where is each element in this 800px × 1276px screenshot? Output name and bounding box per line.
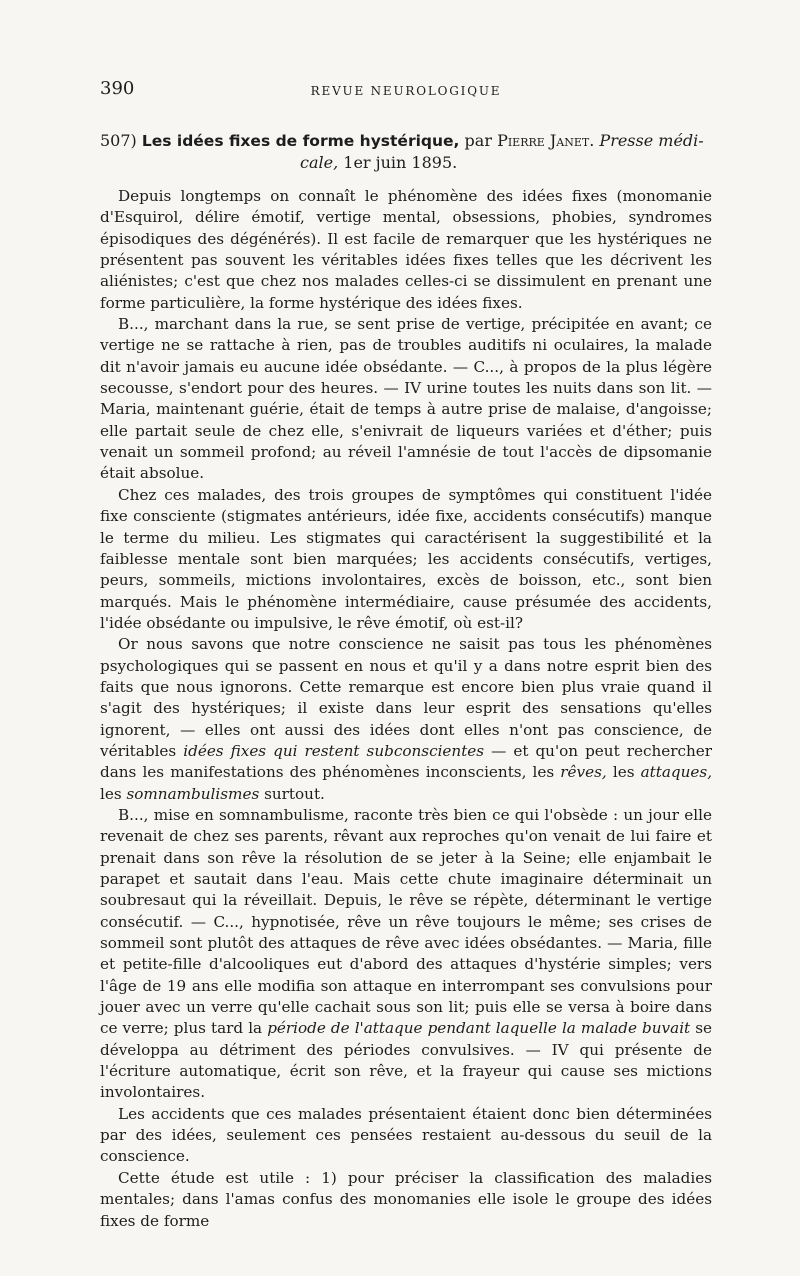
entry-by: par	[464, 131, 492, 150]
journal-title: REVUE NEUROLOGIQUE	[310, 84, 502, 98]
entry-date: 1er juin 1895.	[343, 153, 458, 172]
running-head	[100, 78, 712, 106]
entry-author: Pierre Janet.	[497, 131, 595, 150]
journal-page	[100, 78, 712, 1232]
p5-italic: période de l'attaque pendant laquelle la malade buvait	[267, 1019, 691, 1038]
p4-text-a: Or nous savons que notre conscience ne saisit pas tous les phénomènes psychologiques qui se passent en nous et qu'il y a dans notre esprit bien des faits que nous ignorons. Cette remarque est encore bien plus vraie quand il s'agit des hystériques; il existe dans leur esprit des sensations qu'elles ignorent, — elles ont aussi des idées dont elles n'ont pas conscience, de véritables	[100, 635, 712, 760]
p4-text-c: les	[612, 763, 635, 782]
p4-text-b: — et qu'on peut rechercher dans les manifestations des phénomènes inconscients, les	[100, 741, 713, 782]
p4-italic-4: somnambulismes	[126, 784, 260, 803]
p5-text-b: se développa au détriment des périodes convulsives. — IV qui présente de l'écriture automatique, écrit son rêve, et la frayeur qui cause ses mictions involontaires.	[100, 1019, 713, 1102]
entry-number: 507)	[100, 131, 137, 150]
entry-journal-cont: cale,	[300, 153, 339, 172]
p4-italic-2: rêves,	[560, 763, 607, 782]
entry-heading	[100, 130, 712, 174]
paragraph-3: Chez ces malades, des trois groupes de symptômes qui constituent l'idée fixe consciente (stigmates antérieurs, idée fixe, accidents consécutifs) manque le terme du milieu. Les stigmates qui caractérisent la suggestibilité et la faiblesse mentale sont bien marquées; les accidents consécutifs, vertiges, peurs, sommeils, mictions involontaires, excès de boisson, etc., sont bien marqués. Mais le phénomène intermédiaire, cause présumée des accidents, l'idée obsédante ou impulsive, le rêve émotif, où est-il?	[100, 485, 712, 632]
p4-text-d: les	[100, 784, 122, 803]
p4-text-e: surtout.	[264, 784, 325, 803]
p5-text-a: B..., mise en somnambulisme, raconte très bien ce qui l'obsède : un jour elle revenait de chez ses parents, rêvant aux reproches qu'on venait de lui faire et prenait dans son rêve la résolution de se jeter à la Seine; elle enjambait le parapet et sautait dans l'eau. Mais cette chute imaginaire déterminait un soubresaut qui la réveillait. Depuis, le rêve se répète, déterminant le vertige consécutif. — C..., hypnotisée, rêve un rêve toujours le même; ses crises de sommeil sont plutôt des attaques de rêve avec idées obsédantes. — Maria, fille et petite-fille d'alcooliques eut d'abord des attaques d'hystérie simples; vers l'âge de 19 ans elle modifia son attaque en interrompant ses convulsions pour jouer avec un verre qu'elle cachait sous son lit; puis elle se versa à boire dans ce verre; plus tard la	[100, 805, 712, 1038]
page-number: 390	[100, 78, 135, 99]
paragraph-4	[100, 634, 712, 805]
paragraph-1: Depuis longtemps on connaît le phénomène des idées fixes (monomanie d'Esquirol, délire émotif, vertige mental, obsessions, phobies, syndromes épisodiques des dégénérés). Il est facile de remarquer que les hystériques ne présentent pas souvent les véritables idées fixes telles que les décrivent les aliénistes; c'est que chez nos malades celles-ci se dissimulent en prenant une forme particulière, la forme hystérique des idées fixes.	[100, 187, 712, 312]
entry-title: Les idées fixes de forme hystérique,	[141, 132, 460, 150]
p4-italic-1: idées fixes qui restent subconscientes	[183, 741, 485, 760]
paragraph-7: Cette étude est utile : 1) pour préciser la classification des maladies mentales; dans l'amas confus des monomanies elle isole le groupe des idées fixes de forme	[100, 1168, 712, 1230]
article-body	[100, 186, 712, 1232]
paragraph-6: Les accidents que ces malades présentaient étaient donc bien déterminées par des idées, seulement ces pensées restaient au-dessous du seuil de la conscience.	[100, 1104, 712, 1166]
entry-journal: Presse médi-	[599, 131, 704, 150]
paragraph-2: B..., marchant dans la rue, se sent prise de vertige, précipitée en avant; ce vertige ne se rattache à rien, pas de troubles auditifs ni oculaires, la malade dit n'avoir jamais eu aucune idée obsédante. — C..., à propos de la plus légère secousse, s'endort pour des heures. — IV urine toutes les nuits dans son lit. — Maria, maintenant guérie, était de temps à autre prise de malaise, d'angoisse; elle partait seule de chez elle, s'enivrait de liqueurs variées et d'éther; puis venait un sommeil profond; au réveil l'amnésie de tout l'accès de dipsomanie était absolue.	[100, 315, 712, 483]
paragraph-5	[100, 805, 712, 1104]
p4-italic-3: attaques,	[640, 763, 713, 782]
